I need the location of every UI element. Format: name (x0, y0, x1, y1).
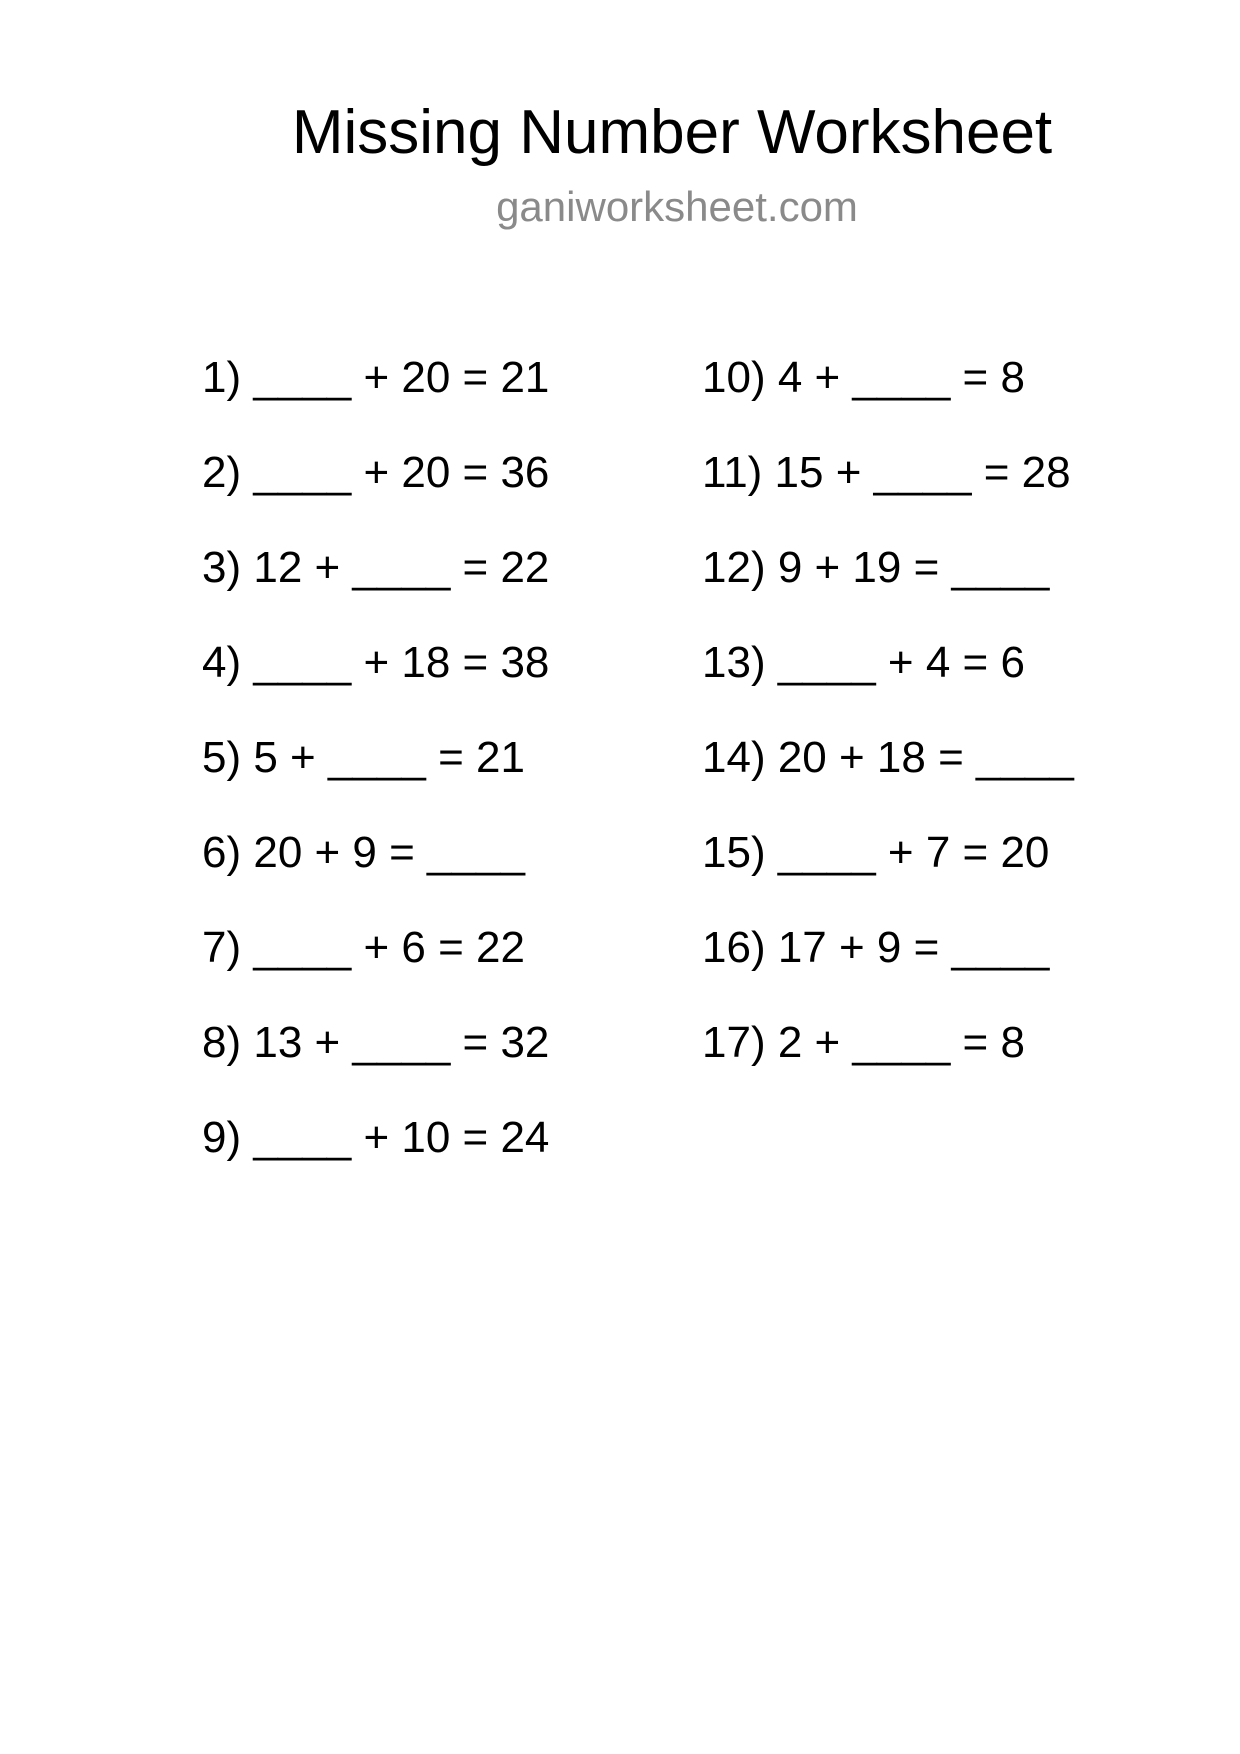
problem-number: 10) (702, 353, 766, 402)
problem-expression: 13 + ____ = 32 (253, 1018, 550, 1067)
problem-row-1 (202, 330, 549, 425)
problem-expression: 20 + 18 = ____ (777, 733, 1074, 782)
problem-row-6 (202, 805, 549, 900)
problems-column-left (202, 330, 549, 1185)
problem-number: 6) (202, 828, 242, 877)
problem-expression: ____ + 10 = 24 (253, 1113, 550, 1162)
problem-expression: ____ + 4 = 6 (777, 638, 1025, 687)
worksheet-title: Missing Number Worksheet (291, 98, 1053, 167)
problem-row-11 (702, 425, 1074, 520)
problem-number: 1) (202, 353, 242, 402)
problem-number: 3) (202, 543, 242, 592)
problem-number: 16) (702, 923, 766, 972)
problem-expression: 2 + ____ = 8 (777, 1018, 1025, 1067)
problem-row-2 (202, 425, 549, 520)
problems-column-right (702, 330, 1074, 1090)
problem-number: 4) (202, 638, 242, 687)
problem-number: 5) (202, 733, 242, 782)
problem-row-5 (202, 710, 549, 805)
problem-number: 14) (702, 733, 766, 782)
problem-number: 8) (202, 1018, 242, 1067)
problem-expression: ____ + 18 = 38 (253, 638, 550, 687)
problem-expression: ____ + 20 = 21 (253, 353, 550, 402)
problem-expression: 4 + ____ = 8 (777, 353, 1025, 402)
problem-number: 12) (702, 543, 766, 592)
problem-number: 7) (202, 923, 242, 972)
problem-expression: 17 + 9 = ____ (777, 923, 1050, 972)
problem-expression: ____ + 7 = 20 (777, 828, 1050, 877)
problem-row-17 (702, 995, 1074, 1090)
problem-number: 11) (702, 448, 763, 497)
problem-row-10 (702, 330, 1074, 425)
problem-row-3 (202, 520, 549, 615)
problem-number: 17) (702, 1018, 766, 1067)
problem-expression: 15 + ____ = 28 (774, 448, 1071, 497)
problem-row-12 (702, 520, 1074, 615)
problem-number: 13) (702, 638, 766, 687)
problem-expression: 12 + ____ = 22 (253, 543, 550, 592)
problem-number: 2) (202, 448, 242, 497)
problem-expression: 9 + 19 = ____ (777, 543, 1050, 592)
problem-number: 15) (702, 828, 766, 877)
site-attribution: ganiworksheet.com (496, 183, 858, 230)
problem-row-16 (702, 900, 1074, 995)
problem-row-7 (202, 900, 549, 995)
problem-row-13 (702, 615, 1074, 710)
problem-expression: 5 + ____ = 21 (253, 733, 525, 782)
problem-expression: 20 + 9 = ____ (253, 828, 525, 877)
problem-expression: ____ + 6 = 22 (253, 923, 525, 972)
problem-expression: ____ + 20 = 36 (253, 448, 550, 497)
problem-row-8 (202, 995, 549, 1090)
problem-row-14 (702, 710, 1074, 805)
problem-row-9 (202, 1090, 549, 1185)
problem-number: 9) (202, 1113, 242, 1162)
problem-row-4 (202, 615, 549, 710)
problem-row-15 (702, 805, 1074, 900)
